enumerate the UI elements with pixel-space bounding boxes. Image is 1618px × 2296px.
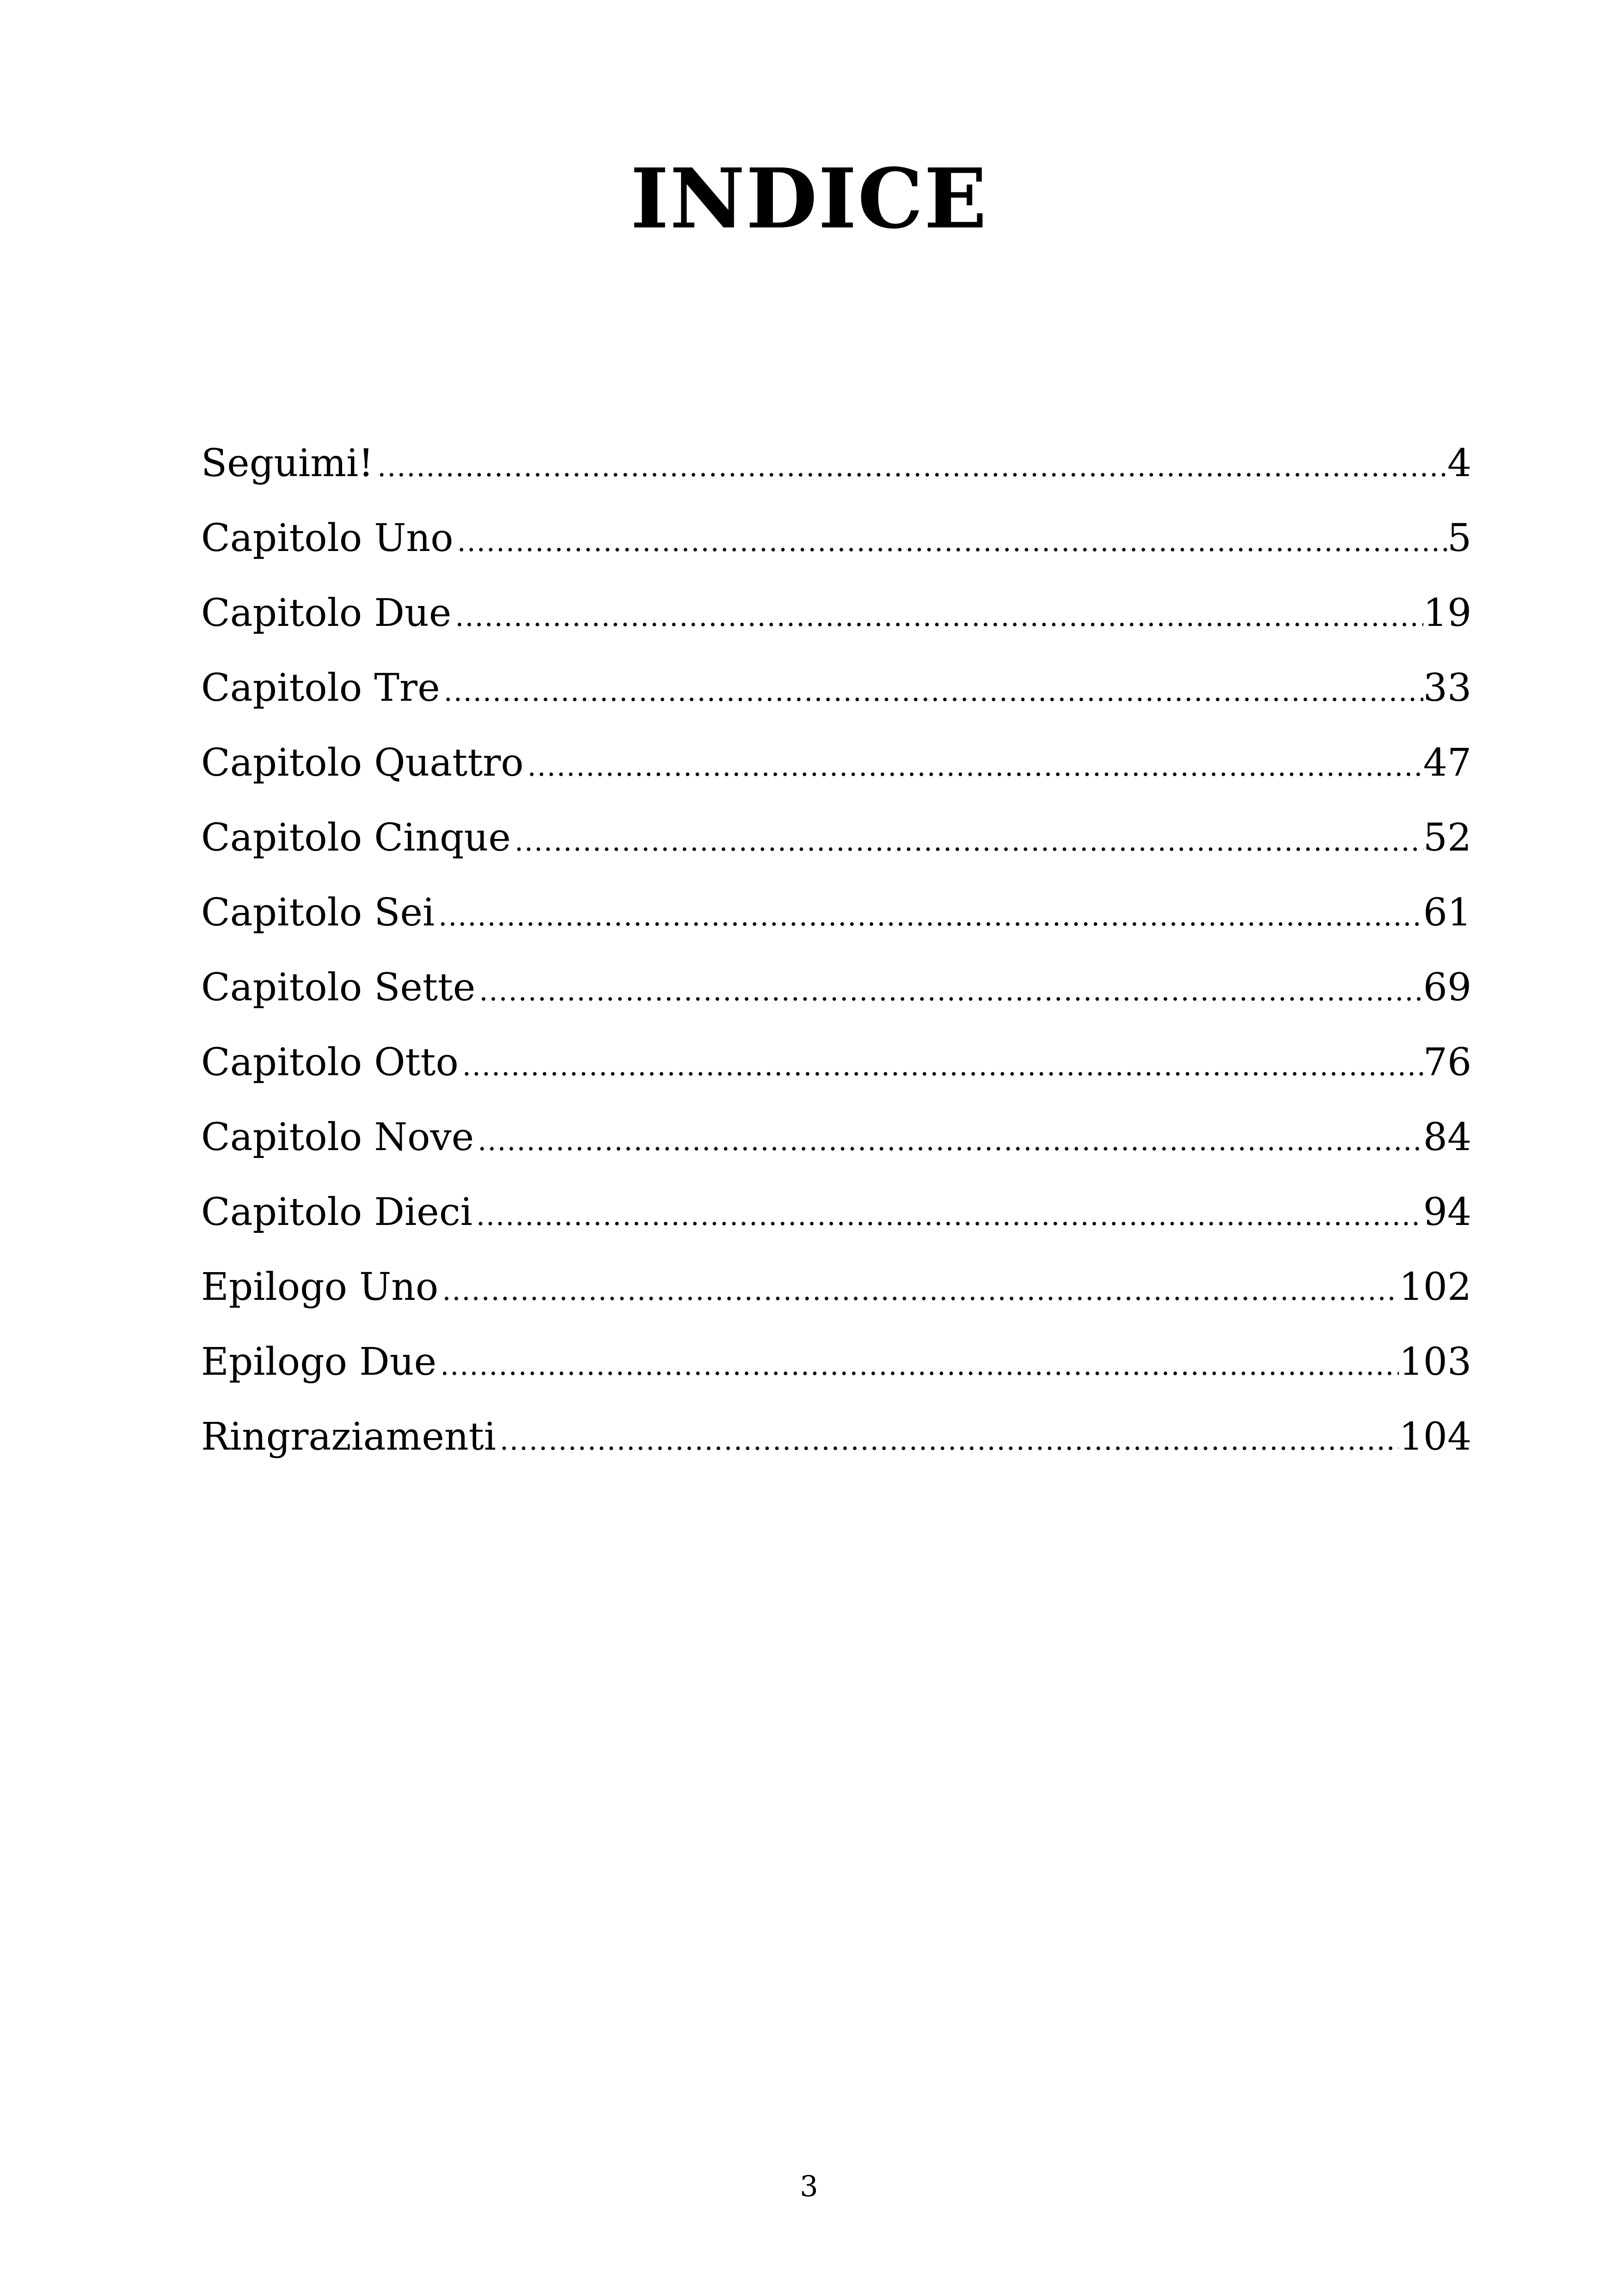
toc-entry-label: Capitolo Otto — [201, 1041, 459, 1084]
toc-dot-leader — [524, 729, 1423, 801]
toc-entry-page: 4 — [1447, 441, 1471, 485]
toc-entry-label: Capitolo Tre — [201, 666, 440, 710]
toc-entry[interactable] — [201, 1325, 1471, 1400]
toc-dot-leader — [451, 579, 1423, 651]
toc-entry-label: Seguimi! — [201, 441, 374, 485]
toc-entry-page: 5 — [1447, 516, 1471, 560]
table-of-contents — [201, 426, 1471, 1475]
toc-entry-page: 69 — [1423, 966, 1471, 1010]
toc-dot-leader — [511, 804, 1423, 876]
toc-entry-label: Capitolo Quattro — [201, 741, 524, 785]
toc-entry-label: Capitolo Cinque — [201, 816, 511, 860]
toc-dot-leader — [438, 1253, 1399, 1325]
toc-entry-page: 33 — [1423, 666, 1471, 710]
toc-dot-leader — [440, 654, 1423, 726]
toc-entry-page: 103 — [1399, 1340, 1471, 1384]
toc-entry-page: 19 — [1423, 591, 1471, 635]
toc-entry[interactable] — [201, 876, 1471, 950]
toc-entry-label: Capitolo Nove — [201, 1115, 474, 1159]
toc-entry-page: 102 — [1399, 1265, 1471, 1309]
toc-entry[interactable] — [201, 950, 1471, 1025]
page-title: INDICE — [630, 150, 988, 247]
toc-entry-label: Ringraziamenti — [201, 1415, 496, 1459]
toc-entry-page: 47 — [1423, 741, 1471, 785]
toc-dot-leader — [496, 1403, 1399, 1475]
toc-entry-label: Capitolo Uno — [201, 516, 454, 560]
toc-dot-leader — [474, 1103, 1423, 1175]
toc-entry[interactable] — [201, 726, 1471, 801]
toc-dot-leader — [374, 429, 1447, 501]
toc-entry[interactable] — [201, 1250, 1471, 1325]
toc-entry-page: 52 — [1423, 816, 1471, 860]
toc-entry-label: Capitolo Due — [201, 591, 452, 635]
toc-entry[interactable] — [201, 1025, 1471, 1100]
toc-dot-leader — [436, 1328, 1399, 1400]
toc-entry[interactable] — [201, 1100, 1471, 1175]
toc-dot-leader — [459, 1029, 1423, 1100]
toc-dot-leader — [435, 879, 1423, 950]
toc-entry[interactable] — [201, 576, 1471, 651]
page-number: 3 — [800, 2169, 818, 2203]
toc-entry-page: 84 — [1423, 1115, 1471, 1159]
toc-entry-label: Epilogo Due — [201, 1340, 437, 1384]
toc-entry-page: 76 — [1423, 1041, 1471, 1084]
toc-entry[interactable] — [201, 1175, 1471, 1250]
toc-dot-leader — [472, 1178, 1423, 1250]
toc-entry[interactable] — [201, 1400, 1471, 1475]
toc-entry-label: Capitolo Sette — [201, 966, 476, 1010]
toc-dot-leader — [475, 954, 1423, 1025]
toc-entry-label: Capitolo Sei — [201, 891, 435, 935]
toc-entry-page: 104 — [1399, 1415, 1471, 1459]
toc-entry-label: Capitolo Dieci — [201, 1190, 472, 1234]
toc-entry-label: Epilogo Uno — [201, 1265, 439, 1309]
toc-entry[interactable] — [201, 501, 1471, 576]
toc-dot-leader — [454, 504, 1447, 576]
toc-entry-page: 61 — [1423, 891, 1471, 935]
toc-entry-page: 94 — [1423, 1190, 1471, 1234]
toc-entry[interactable] — [201, 651, 1471, 726]
toc-entry[interactable] — [201, 426, 1471, 501]
toc-entry[interactable] — [201, 801, 1471, 876]
